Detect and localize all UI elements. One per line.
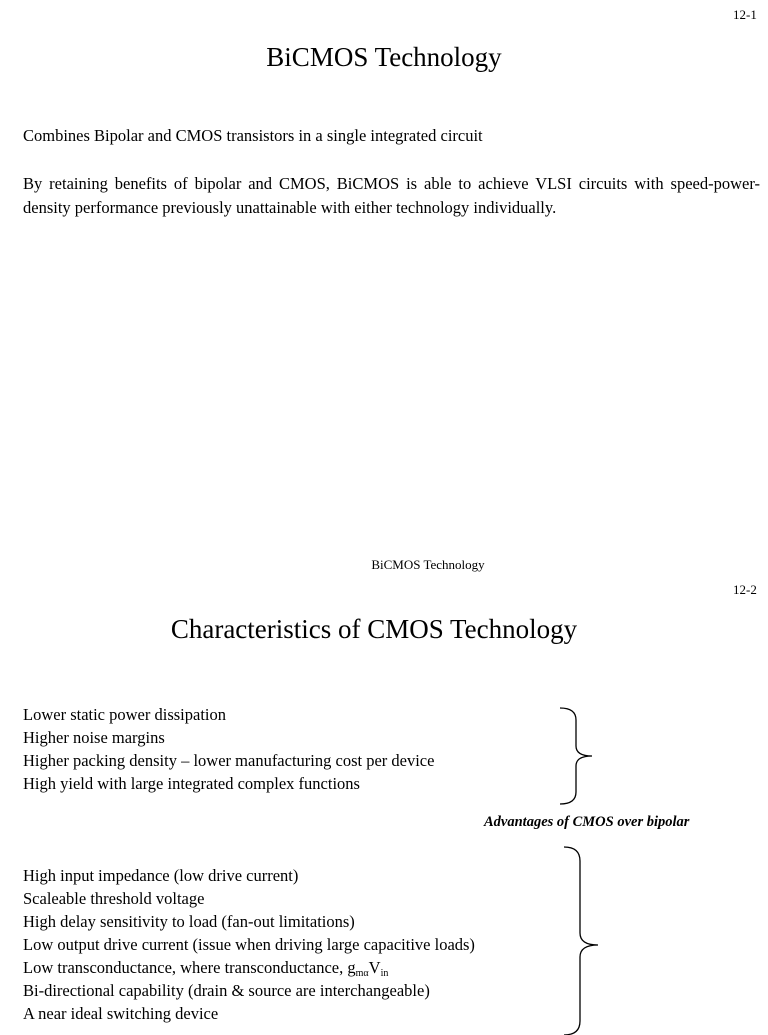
page-number-2: 12-2 [733,582,757,597]
transconductance-item [23,956,475,979]
advantages-brace [558,706,598,806]
characteristics-list [23,864,475,1025]
list-item: A near ideal switching device [23,1004,219,1023]
benefits-paragraph: By retaining benefits of bipolar and CMOS, BiCMOS is able to achieve VLSI circuits with speed-power-density performance previously unattainable with either technology individually. [23,174,760,217]
page-number-1: 12-1 [733,7,757,22]
characteristics-brace [562,845,602,1035]
list-item: High delay sensitivity to load (fan-out limitations) [23,912,355,931]
gm-variable-subscript: in [380,968,389,979]
gm-subscript: mα [355,968,369,979]
list-item: High yield with large integrated complex functions [23,774,360,793]
advantages-label: Advantages of CMOS over bipolar [484,814,690,830]
advantages-list [23,703,434,795]
list-item: Lower static power dissipation [23,705,226,724]
list-item: Higher packing density – lower manufacturing cost per device [23,751,435,770]
list-item: Low output drive current (issue when driving large capacitive loads) [23,935,475,954]
slide-1-footer: BiCMOS Technology [371,557,485,572]
list-item: High input impedance (low drive current) [23,866,299,885]
list-item: Higher noise margins [23,728,165,747]
list-item: Bi-directional capability (drain & source are interchangeable) [23,981,430,1000]
slide-2-title: Characteristics of CMOS Technology [170,614,578,644]
gm-variable: V [368,958,381,977]
intro-line: Combines Bipolar and CMOS transistors in a single integrated circuit [23,126,483,145]
list-item: Scaleable threshold voltage [23,889,205,908]
slide-1-title: BiCMOS Technology [266,42,502,72]
transconductance-text: Low transconductance, where transconductance, g [23,958,356,977]
